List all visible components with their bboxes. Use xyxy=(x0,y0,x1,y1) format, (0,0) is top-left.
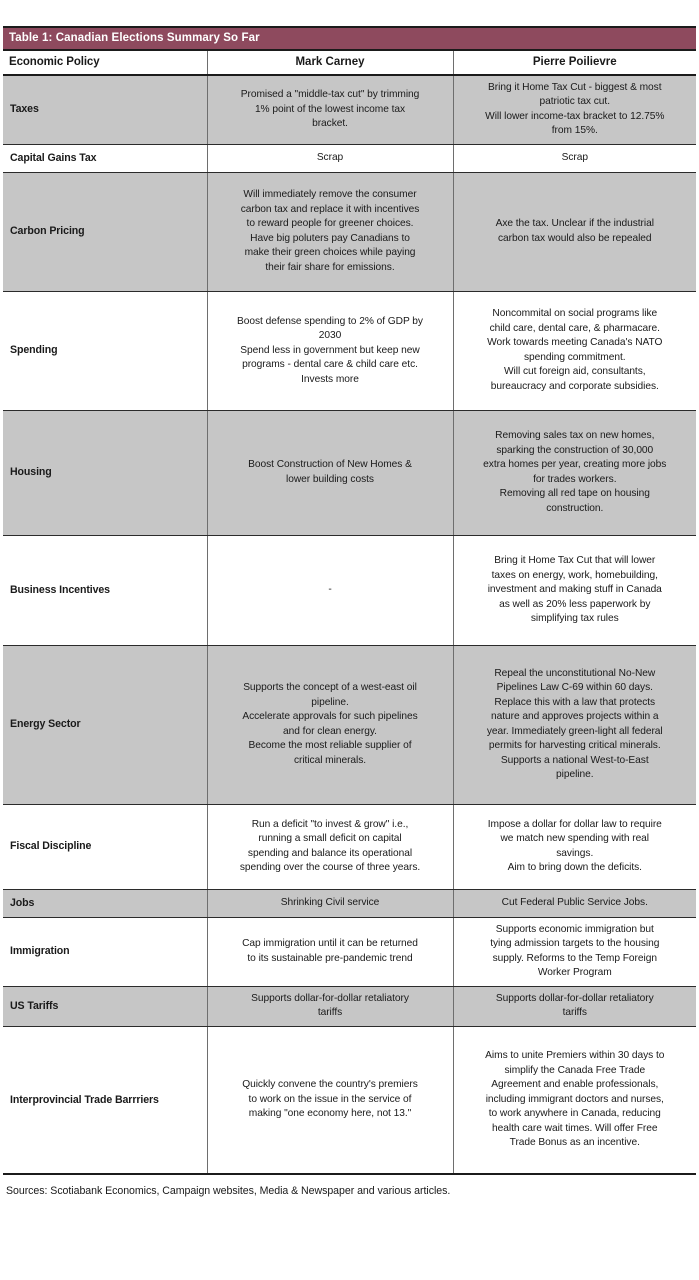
policy-line: programs - dental care & child care etc. xyxy=(242,359,418,371)
policy-line: 1% point of the lowest income tax xyxy=(254,103,406,115)
policy-label: Taxes xyxy=(3,75,207,144)
policy-line: Will immediately remove the consumer xyxy=(243,189,417,201)
table-title: Table 1: Canadian Elections Summary So Far xyxy=(3,27,696,50)
poilievre-policy-cell xyxy=(453,917,696,986)
policy-label: Fiscal Discipline xyxy=(3,804,207,889)
policy-line: taxes on energy, work, homebuilding, xyxy=(491,569,658,581)
policy-line: construction. xyxy=(546,502,604,514)
table-head xyxy=(3,27,696,75)
policy-line: Removing sales tax on new homes, xyxy=(495,430,655,442)
policy-label: Spending xyxy=(3,291,207,410)
carney-policy-cell xyxy=(207,144,453,172)
table-body xyxy=(3,75,696,1174)
policy-label: Housing xyxy=(3,410,207,535)
policy-line: Aim to bring down the deficits. xyxy=(507,862,642,874)
policy-line: and for clean energy. xyxy=(283,725,377,737)
table-row xyxy=(3,410,696,535)
policy-line: Will lower income-tax bracket to 12.75% xyxy=(485,110,665,122)
table-row xyxy=(3,1026,696,1174)
policy-line: Supports the concept of a west-east oil xyxy=(243,682,417,694)
policy-line: Accelerate approvals for such pipelines xyxy=(242,711,418,723)
table-title-row xyxy=(3,27,696,50)
policy-line: carbon tax and replace it with incentives xyxy=(240,203,420,215)
policy-line: 2030 xyxy=(318,330,342,342)
carney-policy-cell xyxy=(207,917,453,986)
policy-line: Noncommital on social programs like xyxy=(492,308,658,320)
policy-line: their fair share for emissions. xyxy=(265,261,395,273)
carney-policy-cell xyxy=(207,291,453,410)
poilievre-policy-cell xyxy=(453,144,696,172)
policy-line: tariffs xyxy=(317,1007,343,1019)
carney-policy-cell xyxy=(207,804,453,889)
policy-line: supply. Reforms to the Temp Foreign xyxy=(492,952,657,964)
carney-policy-cell xyxy=(207,1026,453,1174)
policy-line: Supports dollar-for-dollar retaliatory xyxy=(251,992,409,1004)
policy-line: we match new spending with real xyxy=(500,833,650,845)
policy-line: investment and making stuff in Canada xyxy=(487,584,662,596)
policy-line: Shrinking Civil service xyxy=(280,897,380,909)
policy-line: bureaucracy and corporate subsidies. xyxy=(490,380,659,392)
table-row xyxy=(3,535,696,645)
table-row xyxy=(3,917,696,986)
poilievre-policy-cell xyxy=(453,172,696,291)
policy-line: Agreement and enable professionals, xyxy=(491,1079,659,1091)
policy-line: Bring it Home Tax Cut that will lower xyxy=(494,555,656,567)
policy-line: for trades workers. xyxy=(533,473,617,485)
policy-line: Supports a national West-to-East xyxy=(500,754,649,766)
poilievre-policy-cell xyxy=(453,1026,696,1174)
table-row xyxy=(3,986,696,1026)
policy-line: Promised a "middle-tax cut" by trimming xyxy=(240,89,420,101)
policy-line: child care, dental care, & pharmacare. xyxy=(489,322,660,334)
sources-note: Sources: Scotiabank Economics, Campaign websites, Media & Newspaper and various articles. xyxy=(6,1185,451,1198)
table-row xyxy=(3,889,696,917)
table-row xyxy=(3,291,696,410)
policy-line: Boost Construction of New Homes & xyxy=(248,459,412,471)
policy-line: Supports dollar-for-dollar retaliatory xyxy=(495,992,654,1004)
poilievre-policy-cell xyxy=(453,535,696,645)
policy-line: - xyxy=(328,584,332,596)
carney-policy-cell xyxy=(207,535,453,645)
policy-label: Energy Sector xyxy=(3,645,207,804)
policy-line: tying admission targets to the housing xyxy=(490,938,660,950)
policy-line: health care wait times. Will offer Free xyxy=(492,1122,658,1134)
poilievre-policy-cell xyxy=(453,804,696,889)
poilievre-policy-cell xyxy=(453,889,696,917)
column-header-carney: Mark Carney xyxy=(207,50,453,75)
canadian-elections-summary-table xyxy=(3,26,696,1175)
policy-line: to work anywhere in Canada, reducing xyxy=(488,1108,661,1120)
policy-line: nature and approves projects within a xyxy=(491,711,659,723)
policy-label: US Tariffs xyxy=(3,986,207,1026)
policy-line: savings. xyxy=(556,847,594,859)
policy-line: Invests more xyxy=(301,373,359,385)
policy-line: Cut Federal Public Service Jobs. xyxy=(501,897,648,909)
policy-line: to work on the issue in the service of xyxy=(248,1093,412,1105)
policy-line: Quickly convene the country's premiers xyxy=(242,1079,418,1091)
table-row xyxy=(3,804,696,889)
table-row xyxy=(3,172,696,291)
policy-line: make their green choices while paying xyxy=(244,247,416,259)
carney-policy-cell xyxy=(207,75,453,144)
policy-line: carbon tax would also be repealed xyxy=(498,232,652,244)
policy-line: Worker Program xyxy=(537,967,612,979)
policy-line: Supports economic immigration but xyxy=(495,923,654,935)
policy-line: Have big poluters pay Canadians to xyxy=(250,232,410,244)
policy-line: Aims to unite Premiers within 30 days to xyxy=(485,1050,665,1062)
carney-policy-cell xyxy=(207,986,453,1026)
policy-line: Scrap xyxy=(561,152,588,164)
policy-line: patriotic tax cut. xyxy=(539,96,610,108)
policy-line: Spend less in government but keep new xyxy=(240,344,420,356)
poilievre-policy-cell xyxy=(453,986,696,1026)
policy-line: Trade Bonus as an incentive. xyxy=(509,1137,640,1149)
carney-policy-cell xyxy=(207,645,453,804)
policy-line: pipeline. xyxy=(556,769,594,781)
policy-line: extra homes per year, creating more jobs xyxy=(483,459,667,471)
policy-line: year. Immediately green-light all federal xyxy=(486,725,663,737)
policy-line: to reward people for greener choices. xyxy=(246,218,414,230)
policy-line: pipeline. xyxy=(311,696,349,708)
poilievre-policy-cell xyxy=(453,75,696,144)
policy-line: Impose a dollar for dollar law to require xyxy=(487,818,662,830)
policy-line: Axe the tax. Unclear if the industrial xyxy=(495,218,654,230)
column-header-poilievre: Pierre Poilievre xyxy=(453,50,696,75)
policy-line: sparking the construction of 30,000 xyxy=(496,444,654,456)
policy-label: Capital Gains Tax xyxy=(3,144,207,172)
table-container xyxy=(0,26,699,1175)
column-header-row xyxy=(3,50,696,75)
policy-line: including immigrant doctors and nurses, xyxy=(485,1093,664,1105)
policy-line: critical minerals. xyxy=(293,754,367,766)
policy-line: Will cut foreign aid, consultants, xyxy=(503,366,646,378)
table-row xyxy=(3,144,696,172)
policy-line: to its sustainable pre-pandemic trend xyxy=(247,952,413,964)
policy-line: Replace this with a law that protects xyxy=(494,696,656,708)
policy-label: Jobs xyxy=(3,889,207,917)
poilievre-policy-cell xyxy=(453,645,696,804)
policy-line: running a small deficit on capital xyxy=(258,833,402,845)
policy-label: Business Incentives xyxy=(3,535,207,645)
policy-line: permits for harvesting critical minerals. xyxy=(488,740,661,752)
policy-label: Interprovincial Trade Barrriers xyxy=(3,1026,207,1174)
policy-label: Immigration xyxy=(3,917,207,986)
policy-line: Removing all red tape on housing xyxy=(499,488,650,500)
policy-label: Carbon Pricing xyxy=(3,172,207,291)
carney-policy-cell xyxy=(207,889,453,917)
carney-policy-cell xyxy=(207,410,453,535)
table-row xyxy=(3,75,696,144)
policy-line: Work towards meeting Canada's NATO xyxy=(487,337,663,349)
table-row xyxy=(3,645,696,804)
policy-line: making "one economy here, not 13." xyxy=(248,1108,412,1120)
policy-line: Pipelines Law C-69 within 60 days. xyxy=(496,682,653,694)
poilievre-policy-cell xyxy=(453,410,696,535)
policy-line: tariffs xyxy=(562,1007,587,1019)
policy-line: spending and balance its operational xyxy=(247,847,413,859)
policy-line: Become the most reliable supplier of xyxy=(248,740,412,752)
policy-line: Boost defense spending to 2% of GDP by xyxy=(237,315,423,327)
carney-policy-cell xyxy=(207,172,453,291)
poilievre-policy-cell xyxy=(453,291,696,410)
policy-line: Scrap xyxy=(316,152,344,164)
policy-line: simplify the Canada Free Trade xyxy=(504,1064,646,1076)
policy-line: as well as 20% less paperwork by xyxy=(499,598,651,610)
policy-line: Repeal the unconstitutional No-New xyxy=(494,668,656,679)
policy-line: from 15%. xyxy=(551,125,598,137)
top-margin xyxy=(0,0,699,26)
policy-line: Cap immigration until it can be returned xyxy=(242,938,418,950)
policy-line: simplifying tax rules xyxy=(530,613,619,625)
policy-line: lower building costs xyxy=(286,473,374,485)
policy-line: spending commitment. xyxy=(524,351,626,363)
column-header-policy: Economic Policy xyxy=(3,50,207,75)
policy-line: bracket. xyxy=(312,118,348,130)
policy-line: spending over the course of three years. xyxy=(239,862,421,874)
policy-line: Bring it Home Tax Cut - biggest & most xyxy=(488,82,662,93)
policy-line: Run a deficit "to invest & grow" i.e., xyxy=(251,818,409,830)
